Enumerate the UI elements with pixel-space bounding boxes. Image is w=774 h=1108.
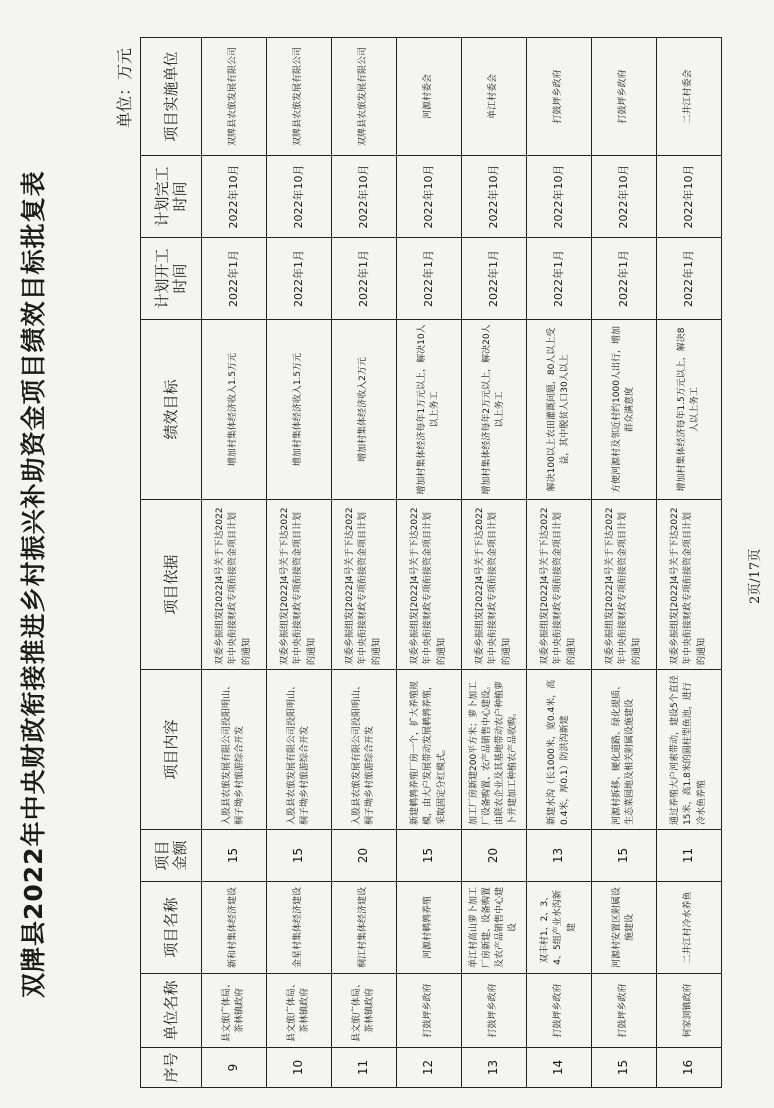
project-basis: 双委乡振组发[2022]4号关于下达2022年中央衔接财政专项衔接资金项目计划的通知 [332,500,397,670]
unit-name: 县文旅广体局、茶林镇政府 [202,974,267,1048]
row-number: 13 [462,1048,527,1088]
project-basis: 双委乡振组发[2022]4号关于下达2022年中央衔接财政专项衔接资金项目计划的通知 [592,500,657,670]
unit-name: 打鼓坪乡政府 [592,974,657,1048]
start-date: 2022年1月 [657,238,722,320]
project-basis: 双委乡振组发[2022]4号关于下达2022年中央衔接财政专项衔接资金项目计划的通知 [397,500,462,670]
project-basis: 双委乡振组发[2022]4号关于下达2022年中央衔接财政专项衔接资金项目计划的通知 [202,500,267,670]
implementing-unit: 打鼓坪乡政府 [592,38,657,156]
end-date: 2022年10月 [527,156,592,238]
project-content: 入股县农旅发展有限公司投阳明山、桐子坳乡村旅游综合开发 [202,670,267,830]
header-cell: 项目依据 [141,500,202,670]
implementing-unit: 河源村委会 [397,38,462,156]
implementing-unit: 二井江村委会 [657,38,722,156]
row-number: 11 [332,1048,397,1088]
row-number: 10 [267,1048,332,1088]
unit-name: 打鼓坪乡政府 [462,974,527,1048]
performance-goal: 方便河源村及邻近村约1000人出行，增加群众满意度 [592,320,657,500]
project-name: 新和村集体经济建设 [202,882,267,974]
implementing-unit: 单江村委会 [462,38,527,156]
unit-name: 县文旅广体局、茶林镇政府 [332,974,397,1048]
performance-goal: 解决100以上农田灌溉问题，80人以上受益，其中脱贫人口30人以上 [527,320,592,500]
row-number: 14 [527,1048,592,1088]
project-content: 通过养殖大户河索带动，建设5个直径15米，高1.8米的圆柱型鱼池，进行冷水鱼养殖 [657,670,722,830]
page-number: 2页/17页 [748,548,763,604]
table-row [202,38,267,1088]
project-table [140,37,722,1088]
header-cell: 计划完工时间 [141,156,202,238]
row-number: 12 [397,1048,462,1088]
start-date: 2022年1月 [462,238,527,320]
header-cell: 单位名称 [141,974,202,1048]
start-date: 2022年1月 [592,238,657,320]
implementing-unit: 双牌县农旅发展有限公司 [332,38,397,156]
table-row [397,38,462,1088]
start-date: 2022年1月 [332,238,397,320]
end-date: 2022年10月 [332,156,397,238]
project-name: 单江村高山萝卜加工厂房新建、设备购置及农产品销售中心建设 [462,882,527,974]
performance-goal: 增加村集体经济每年1万元以上，解决10人以上务工 [397,320,462,500]
project-basis: 双委乡振组发[2022]4号关于下达2022年中央衔接财政专项衔接资金项目计划的通知 [462,500,527,670]
header-cell: 项目名称 [141,882,202,974]
table-row [527,38,592,1088]
project-content: 加工厂房新建200平方米；萝卜加工厂设备购置、农产品销售中心建设。由联农企业及其基地带动农户种植萝卜并建加工种植农产品收购。 [462,670,527,830]
end-date: 2022年10月 [397,156,462,238]
project-name: 二井江村冷水养鱼 [657,882,722,974]
performance-goal: 增加村集体经济每年1.5万元以上，解决8人以上务工 [657,320,722,500]
project-amount: 15 [267,830,332,882]
project-content: 新建鹌鹑养殖厂房一个，扩大养殖规模，由大户发展带动发展鹌鹑养殖，采取固定分红模式。 [397,670,462,830]
unit-label: 单位：万元 [115,48,134,129]
start-date: 2022年1月 [527,238,592,320]
start-date: 2022年1月 [397,238,462,320]
project-name: 河源村鹌鹑养殖 [397,882,462,974]
project-content: 入股县农旅发展有限公司投阳明山、桐子坳乡村旅游综合开发 [332,670,397,830]
implementing-unit: 双牌县农旅发展有限公司 [202,38,267,156]
table-row [267,38,332,1088]
project-amount: 15 [592,830,657,882]
project-amount: 13 [527,830,592,882]
implementing-unit: 打鼓坪乡政府 [527,38,592,156]
project-name: 河源村安置区附属设施建设 [592,882,657,974]
project-name: 金星村集体经济建设 [267,882,332,974]
unit-name: 何家洞镇政府 [657,974,722,1048]
row-number: 16 [657,1048,722,1088]
table-row [592,38,657,1088]
project-amount: 15 [397,830,462,882]
document-title: 双牌县2022年中央财政衔接推进乡村振兴补助资金项目绩效目标批复表 [19,170,48,998]
project-amount: 15 [202,830,267,882]
table-header-row [141,38,202,1088]
project-name: 桐江村集体经济建设 [332,882,397,974]
project-amount: 20 [332,830,397,882]
project-name: 双丰村1、2、3、4、5组产业水沟新建 [527,882,592,974]
unit-name: 县文旅广体局、茶林镇政府 [267,974,332,1048]
header-cell: 项目金额 [141,830,202,882]
header-cell: 序号 [141,1048,202,1088]
performance-goal: 增加村集体经济收入2万元 [332,320,397,500]
project-amount: 20 [462,830,527,882]
start-date: 2022年1月 [202,238,267,320]
end-date: 2022年10月 [657,156,722,238]
end-date: 2022年10月 [592,156,657,238]
header-cell: 项目内容 [141,670,202,830]
header-cell: 项目实施单位 [141,38,202,156]
table-row [657,38,722,1088]
project-content: 入股县农旅发展有限公司投阳明山、桐子坳乡村旅游综合开发 [267,670,332,830]
project-basis: 双委乡振组发[2022]4号关于下达2022年中央衔接财政专项衔接资金项目计划的通知 [267,500,332,670]
project-content: 新建水沟（长1000米，宽0.4米，高0.4米，厚0.1）防洪沟新建 [527,670,592,830]
table-row [332,38,397,1088]
performance-goal: 增加村集体经济每年2万元以上，解决20人以上务工 [462,320,527,500]
start-date: 2022年1月 [267,238,332,320]
project-amount: 11 [657,830,722,882]
unit-name: 打鼓坪乡政府 [527,974,592,1048]
performance-goal: 增加村集体经济收入1.5万元 [202,320,267,500]
row-number: 9 [202,1048,267,1088]
end-date: 2022年10月 [462,156,527,238]
project-content: 河源村拆移、硬化道路、绿化提质、生态菜园地及相关附属设施建设 [592,670,657,830]
unit-name: 打鼓坪乡政府 [397,974,462,1048]
end-date: 2022年10月 [267,156,332,238]
end-date: 2022年10月 [202,156,267,238]
header-cell: 绩效目标 [141,320,202,500]
table-row [462,38,527,1088]
implementing-unit: 双牌县农旅发展有限公司 [267,38,332,156]
header-cell: 计划开工时间 [141,238,202,320]
project-basis: 双委乡振组发[2022]4号关于下达2022年中央衔接财政专项衔接资金项目计划的通知 [527,500,592,670]
row-number: 15 [592,1048,657,1088]
performance-goal: 增加村集体经济收入1.5万元 [267,320,332,500]
project-basis: 双委乡振组发[2022]4号关于下达2022年中央衔接财政专项衔接资金项目计划的通知 [657,500,722,670]
